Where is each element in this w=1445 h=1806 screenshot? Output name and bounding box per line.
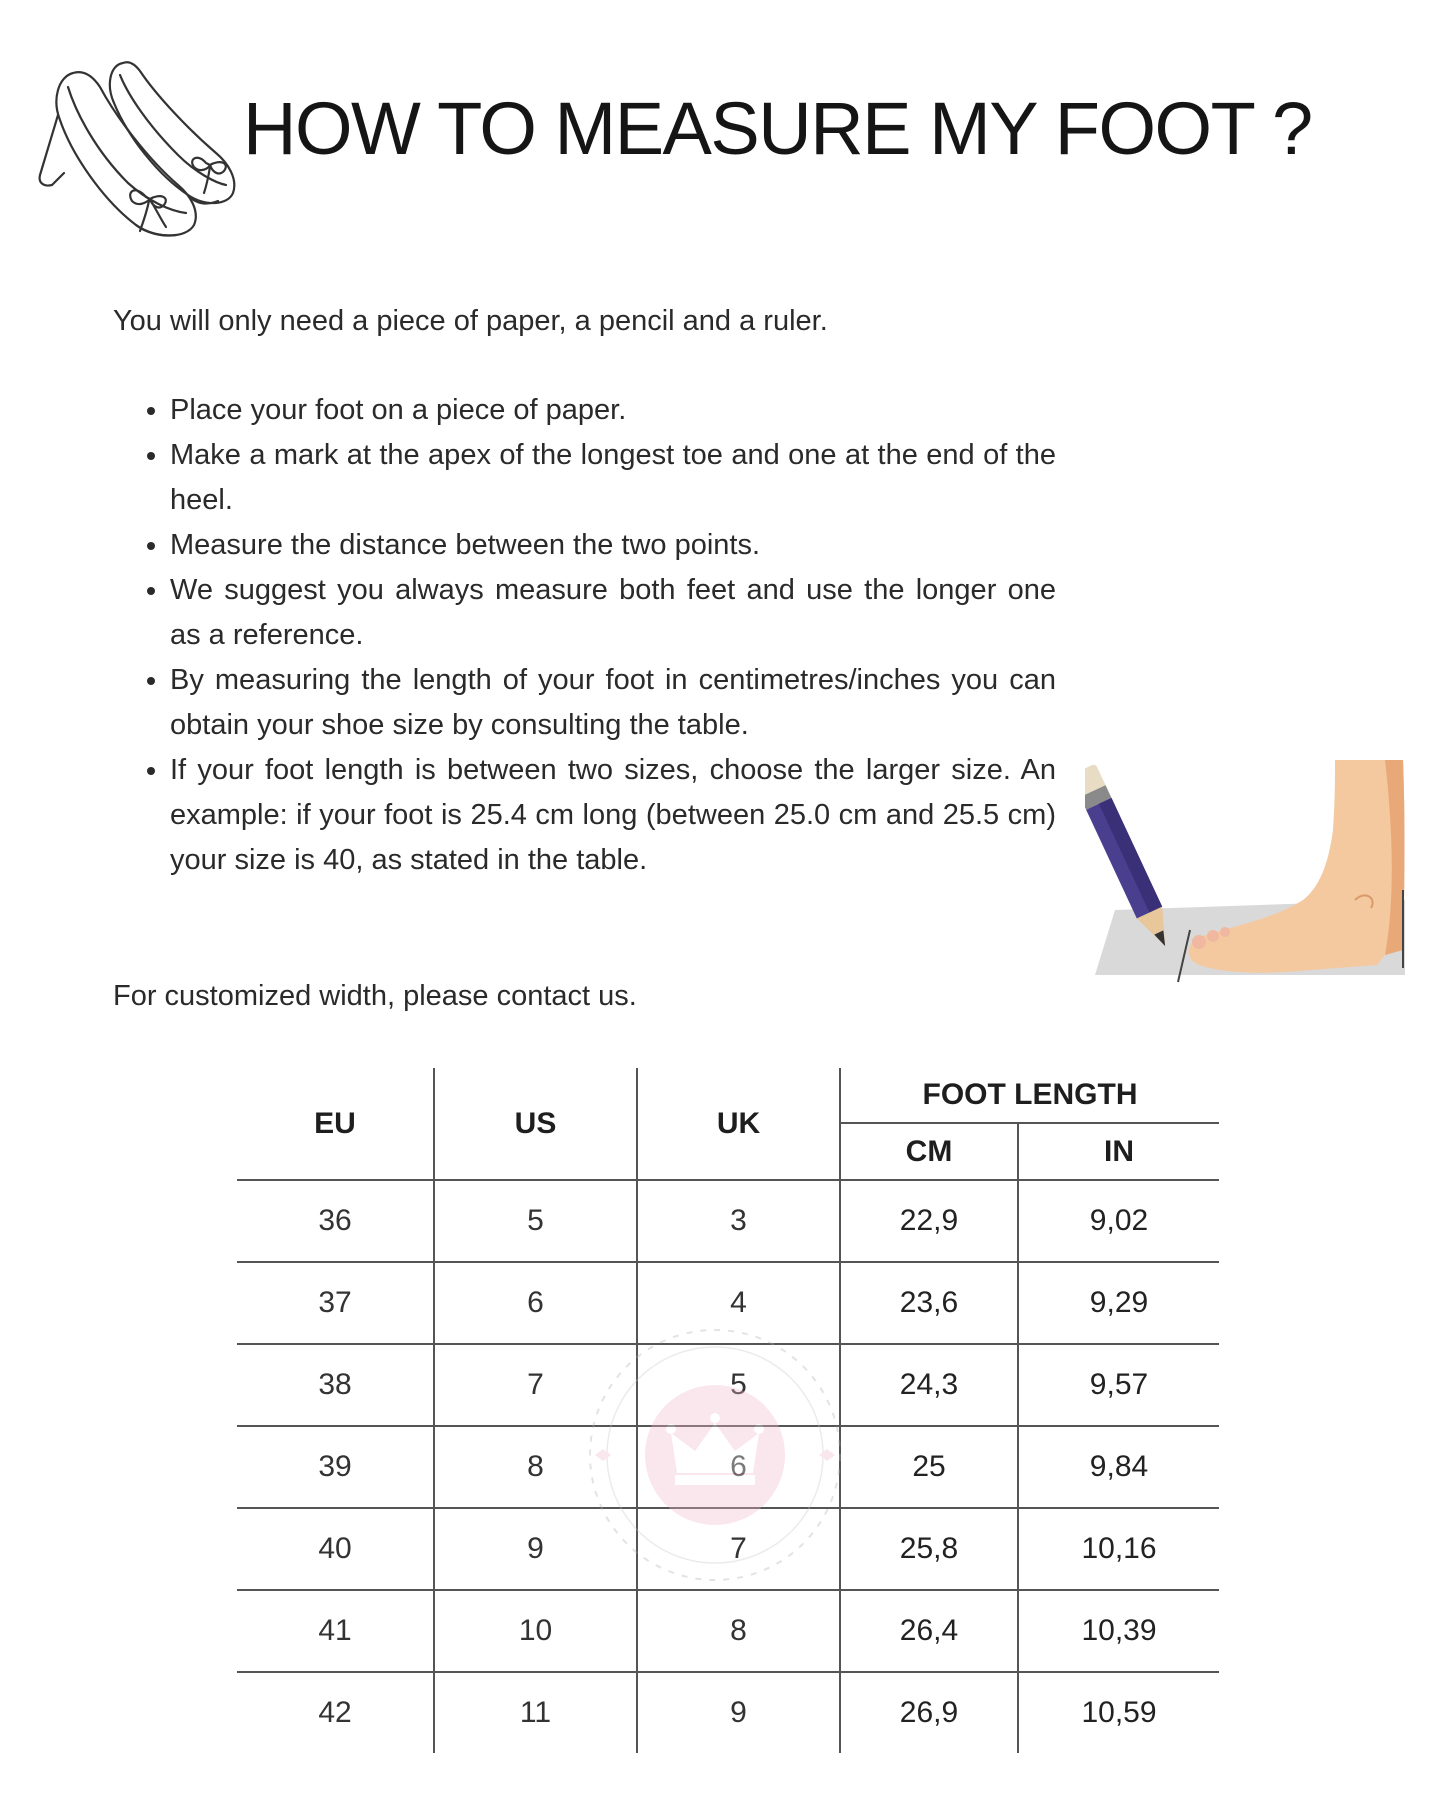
uk-cell: 9 bbox=[637, 1672, 840, 1753]
intro-text: You will only need a piece of paper, a pencil and a ruler. bbox=[113, 305, 828, 337]
list-item: • We suggest you always measure both feet and use the longer one as a reference. bbox=[170, 568, 1056, 658]
footer-note: For customized width, please contact us. bbox=[113, 980, 637, 1012]
in-header: IN bbox=[1018, 1123, 1219, 1180]
list-item: • Place your foot on a piece of paper. bbox=[170, 388, 1056, 433]
eu-header: EU bbox=[237, 1068, 434, 1180]
uk-cell: 3 bbox=[637, 1180, 840, 1262]
us-cell: 11 bbox=[434, 1672, 637, 1753]
table-row bbox=[237, 1508, 1219, 1590]
in-cell: 9,02 bbox=[1018, 1180, 1219, 1262]
in-cell: 9,29 bbox=[1018, 1262, 1219, 1344]
us-cell: 5 bbox=[434, 1180, 637, 1262]
table-row bbox=[237, 1180, 1219, 1262]
cm-cell: 25 bbox=[840, 1426, 1018, 1508]
us-header: US bbox=[434, 1068, 637, 1180]
uk-cell: 5 bbox=[637, 1344, 840, 1426]
cm-cell: 26,4 bbox=[840, 1590, 1018, 1672]
table-row bbox=[237, 1344, 1219, 1426]
uk-cell: 6 bbox=[637, 1426, 840, 1508]
in-cell: 10,39 bbox=[1018, 1590, 1219, 1672]
eu-cell: 42 bbox=[318, 1696, 352, 1729]
ballet-flats-icon bbox=[28, 55, 253, 285]
cm-cell: 24,3 bbox=[840, 1344, 1018, 1426]
cm-header: CM bbox=[840, 1123, 1018, 1180]
in-cell: 9,57 bbox=[1018, 1344, 1219, 1426]
list-item: • Make a mark at the apex of the longest toe and one at the end of the heel. bbox=[170, 433, 1056, 523]
uk-cell: 8 bbox=[637, 1590, 840, 1672]
table-row bbox=[237, 1426, 1219, 1508]
in-cell: 10,16 bbox=[1018, 1508, 1219, 1590]
foot-length-header: FOOT LENGTH bbox=[840, 1068, 1219, 1123]
uk-cell: 7 bbox=[637, 1508, 840, 1590]
cm-cell: 26,9 bbox=[840, 1672, 1018, 1753]
page-title: HOW TO MEASURE MY FOOT ? bbox=[243, 87, 1312, 170]
list-item: • Measure the distance between the two points. bbox=[170, 523, 1056, 568]
table-row bbox=[237, 1672, 1219, 1753]
us-cell: 9 bbox=[434, 1508, 637, 1590]
eu-cell: 41 bbox=[237, 1590, 434, 1672]
table-row bbox=[237, 1262, 1219, 1344]
size-chart-table bbox=[237, 1068, 1219, 1753]
uk-header: UK bbox=[637, 1068, 840, 1180]
us-cell: 7 bbox=[434, 1344, 637, 1426]
us-cell: 6 bbox=[434, 1262, 637, 1344]
eu-cell: 40 bbox=[237, 1508, 434, 1590]
in-cell: 10,59 bbox=[1018, 1672, 1219, 1753]
cm-cell: 23,6 bbox=[840, 1262, 1018, 1344]
measurement-steps bbox=[140, 388, 1056, 883]
eu-cell: 37 bbox=[237, 1262, 434, 1344]
cm-cell: 25,8 bbox=[840, 1508, 1018, 1590]
in-cell: 9,84 bbox=[1018, 1426, 1219, 1508]
us-cell: 8 bbox=[434, 1426, 637, 1508]
foot-measure-icon bbox=[1085, 750, 1415, 990]
table-row bbox=[237, 1590, 1219, 1672]
eu-cell: 38 bbox=[237, 1344, 434, 1426]
eu-cell: 39 bbox=[237, 1426, 434, 1508]
list-item: • By measuring the length of your foot in centimetres/inches you can obtain your shoe size by consulting the table. bbox=[170, 658, 1056, 748]
cm-cell: 22,9 bbox=[840, 1180, 1018, 1262]
eu-cell: 36 bbox=[237, 1180, 434, 1262]
list-item: • If your foot length is between two sizes, choose the larger size. An example: if your foot is 25.4 cm long (between 25.0 cm and 25.5 cm) your size is 40, as stated in the table. bbox=[170, 748, 1056, 883]
us-cell: 10 bbox=[434, 1590, 637, 1672]
uk-cell: 4 bbox=[637, 1262, 840, 1344]
